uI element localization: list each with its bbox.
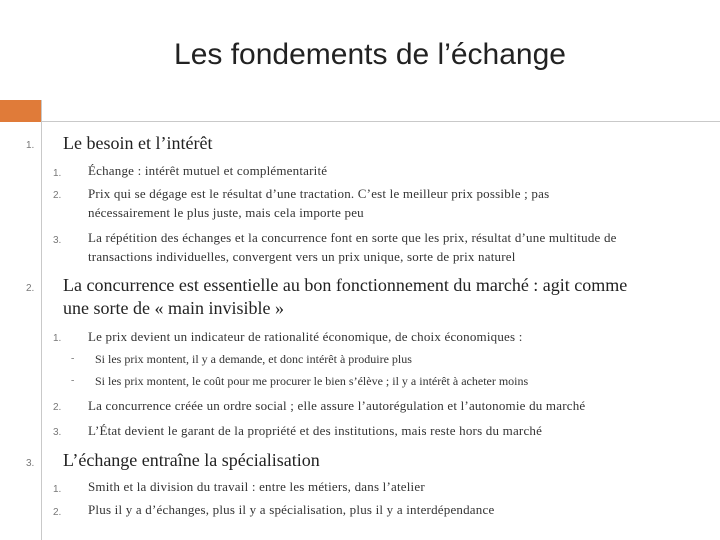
slide-title: Les fondements de l’échange [174, 38, 566, 71]
accent-block [0, 100, 42, 122]
title-divider [42, 121, 720, 122]
item-1-2-line-1: Prix qui se dégage est le résultat d’une tractation. C’est le meilleur prix possible ; pas [88, 186, 550, 201]
item-3-1-number: 1. [53, 484, 62, 495]
item-1-2-line-2: nécessairement le plus juste, mais cela importe peu [88, 205, 364, 220]
item-2-3-text: L’État devient le garant de la propriété et des institutions, mais reste hors du marché [88, 423, 543, 438]
item-2-1-text: Le prix devient un indicateur de rationalité économique, de choix économiques : [88, 329, 523, 344]
subitem-2-1-2-text: Si les prix montent, le coût pour me procurer le bien s’élève ; il y a intérêt à acheter moins [95, 374, 529, 388]
item-1-1-text: Échange : intérêt mutuel et complémentarité [88, 163, 328, 178]
item-3-2-text: Plus il y a d’échanges, plus il y a spécialisation, plus il y a interdépendance [88, 502, 495, 517]
item-1-2-number: 2. [53, 190, 62, 201]
section-2-heading-line-2: une sorte de « main invisible » [63, 298, 284, 318]
section-2-heading-line-1: La concurrence est essentielle au bon fonctionnement du marché : agit comme [63, 275, 628, 295]
item-2-2-text: La concurrence créée un ordre social ; elle assure l’autorégulation et l’autonomie du marché [88, 398, 586, 413]
item-3-2-number: 2. [53, 507, 62, 518]
item-1-3-number: 3. [53, 235, 62, 246]
subitem-2-1-2-marker: - [71, 375, 75, 386]
section-1-heading: Le besoin et l’intérêt [63, 133, 213, 153]
section-3-number: 3. [26, 458, 35, 469]
item-3-1-text: Smith et la division du travail : entre les métiers, dans l’atelier [88, 479, 425, 494]
section-1-number: 1. [26, 140, 35, 151]
subitem-2-1-1-text: Si les prix montent, il y a demande, et donc intérêt à produire plus [95, 352, 412, 366]
item-2-2-number: 2. [53, 402, 62, 413]
item-2-3-number: 3. [53, 427, 62, 438]
section-2-number: 2. [26, 283, 35, 294]
item-1-1-number: 1. [53, 168, 62, 179]
section-3-heading: L’échange entraîne la spécialisation [63, 450, 320, 470]
item-1-3-line-1: La répétition des échanges et la concurrence font en sorte que les prix, résultat d’une multitude de [88, 230, 617, 245]
subitem-2-1-1-marker: - [71, 353, 75, 364]
item-1-3-line-2: transactions individuelles, convergent vers un prix unique, sorte de prix naturel [88, 249, 516, 264]
item-2-1-number: 1. [53, 333, 62, 344]
left-divider [41, 100, 42, 540]
